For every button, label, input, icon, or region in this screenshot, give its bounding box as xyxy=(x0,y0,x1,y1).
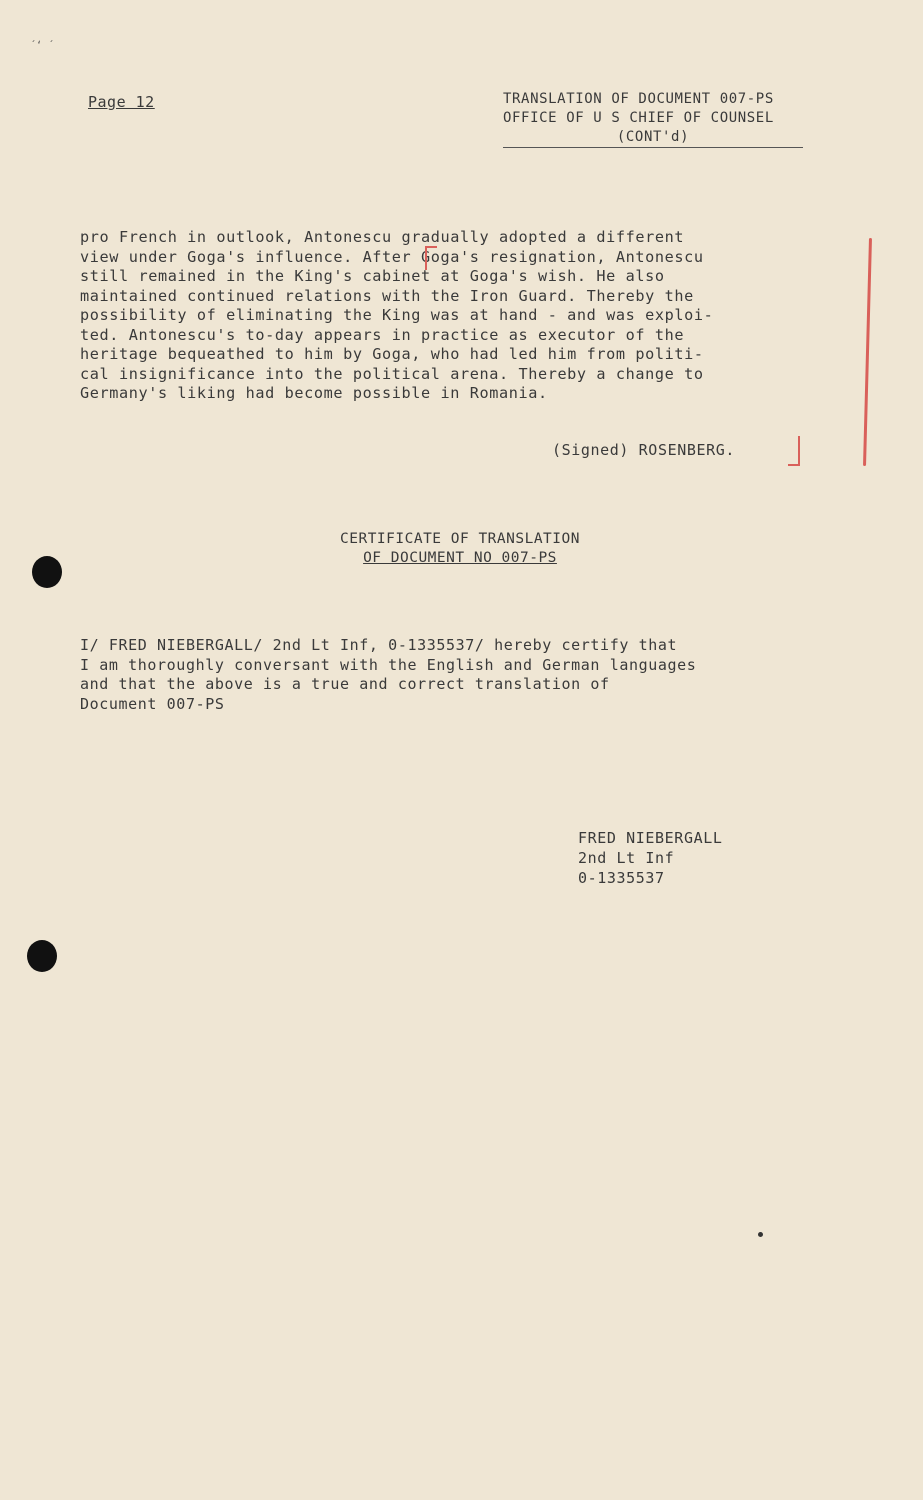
body-line: Germany's liking had become possible in Romania. xyxy=(80,384,548,402)
body-line: maintained continued relations with the Iron Guard. Thereby the xyxy=(80,286,694,305)
signature-serial: 0-1335537 xyxy=(578,869,665,887)
punch-hole xyxy=(27,940,57,972)
certificate-body xyxy=(80,636,850,714)
body-line: heritage bequeathed to him by Goga, who had led him from politi- xyxy=(80,345,704,363)
body-line: ted. Antonescu's to-day appears in practice as executor of the xyxy=(80,325,685,344)
corner-mark: ´ʻ ´ xyxy=(30,40,55,51)
body-line: view under Goga's influence. After Goga's resignation, Antonescu xyxy=(80,247,704,266)
page-number: Page 12 xyxy=(88,93,155,111)
header-line-3: (CONT'd) xyxy=(503,128,803,148)
certificate-line: and that the above is a true and correct translation of xyxy=(80,675,610,693)
signature-block xyxy=(578,828,722,888)
body-line: still remained in the King's cabinet at Goga's wish. He also xyxy=(80,267,665,285)
certificate-line: I am thoroughly conversant with the English and German languages xyxy=(80,655,697,674)
certificate-line: I/ FRED NIEBERGALL/ 2nd Lt Inf, 0-1335537/ hereby certify that xyxy=(80,636,678,654)
body-line: cal insignificance into the political arena. Thereby a change to xyxy=(80,364,704,383)
certificate-title xyxy=(300,530,620,568)
red-pencil-close-bracket xyxy=(788,436,800,466)
signature-name: FRED NIEBERGALL xyxy=(578,829,723,847)
header-line-1: TRANSLATION OF DOCUMENT 007-PS xyxy=(503,91,774,107)
ink-speck xyxy=(758,1232,763,1237)
body-line: pro French in outlook, Antonescu gradually adopted a different xyxy=(80,228,685,246)
certificate-title-line-2: OF DOCUMENT NO 007-PS xyxy=(363,550,557,566)
signed-line: (Signed) ROSENBERG. xyxy=(552,441,735,459)
certificate-title-line-1: CERTIFICATE OF TRANSLATION xyxy=(340,531,580,547)
body-line: possibility of eliminating the King was at hand - and was exploi- xyxy=(80,306,714,324)
red-pencil-open-bracket xyxy=(425,246,437,270)
red-pencil-margin-mark xyxy=(863,238,872,466)
document-header xyxy=(503,90,868,148)
signature-rank: 2nd Lt Inf xyxy=(578,849,675,867)
punch-hole xyxy=(32,556,62,588)
header-line-2: OFFICE OF U S CHIEF OF COUNSEL xyxy=(503,110,774,126)
translation-body xyxy=(80,228,850,404)
certificate-line: Document 007-PS xyxy=(80,694,225,713)
